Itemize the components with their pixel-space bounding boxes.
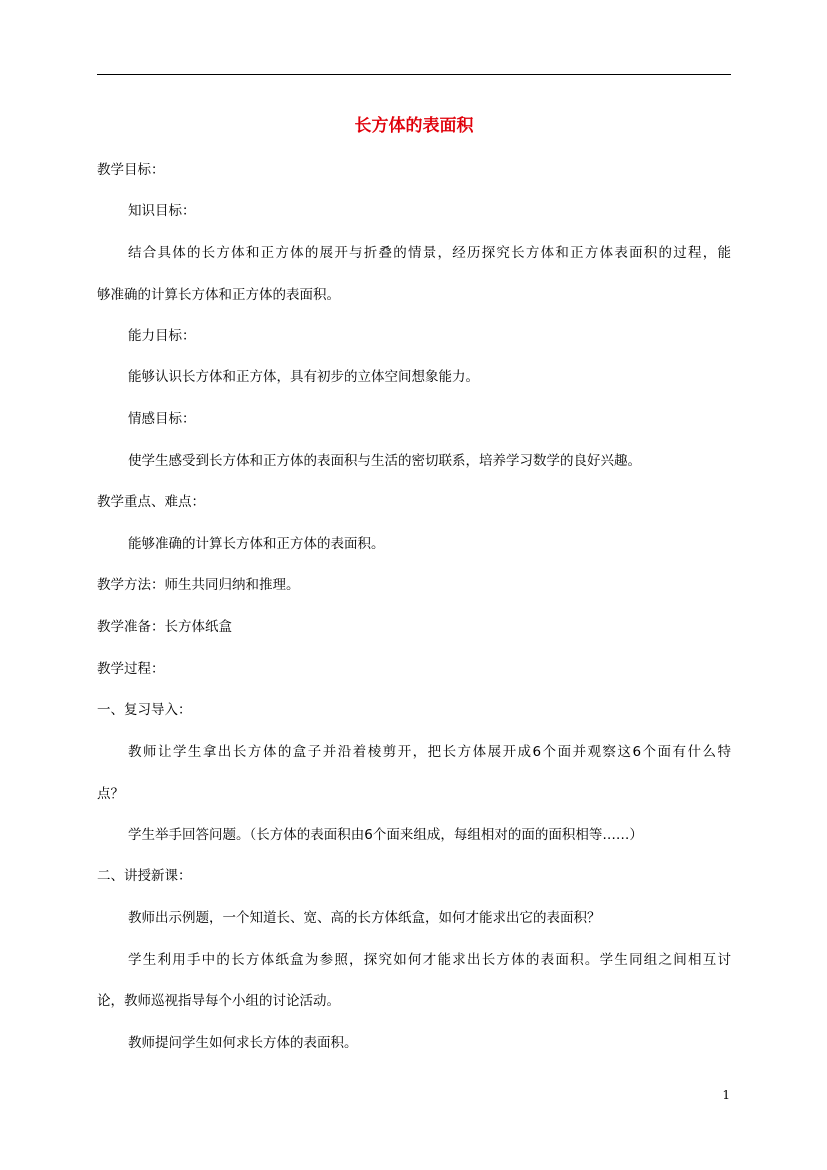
document-title: 长方体的表面积 — [354, 116, 474, 136]
section-heading-new-lesson: 二、讲授新课： — [97, 868, 192, 884]
section-heading-key-points: 教学重点、难点： — [97, 494, 205, 510]
subheading-knowledge: 知识目标： — [128, 203, 196, 219]
paragraph-line: 教师提问学生如何求长方体的表面积。 — [128, 1035, 358, 1051]
page-number: 1 — [722, 1088, 730, 1102]
paragraph-line: 论，教师巡视指导每个小组的讨论活动。 — [97, 993, 340, 1009]
paragraph-line: 使学生感受到长方体和正方体的表面积与生活的密切联系，培养学习数学的良好兴趣。 — [128, 453, 641, 469]
paragraph-line: 学生举手回答问题。（长方体的表面积由6个面来组成，每组相对的面的面积相等……） — [128, 827, 643, 843]
paragraph-line: 教师出示例题，一个知道长、宽、高的长方体纸盒，如何才能求出它的表面积？ — [128, 910, 601, 926]
section-heading-review: 一、复习导入： — [97, 702, 192, 718]
paragraph-line: 点？ — [97, 786, 124, 802]
section-heading-process: 教学过程： — [97, 661, 165, 677]
paragraph-line: 教师让学生拿出长方体的盒子并沿着棱剪开，把长方体展开成6个面并观察这6个面有什么特 — [128, 744, 731, 760]
paragraph-line: 结合具体的长方体和正方体的展开与折叠的情景，经历探究长方体和正方体表面积的过程，能 — [128, 245, 731, 261]
section-heading-preparation: 教学准备：长方体纸盒 — [97, 619, 232, 635]
section-heading-method: 教学方法：师生共同归纳和推理。 — [97, 577, 300, 593]
header-rule — [97, 74, 731, 75]
section-heading-objectives: 教学目标： — [97, 162, 165, 178]
paragraph-line: 够准确的计算长方体和正方体的表面积。 — [97, 287, 340, 303]
subheading-emotion: 情感目标： — [128, 411, 196, 427]
paragraph-line: 能够认识长方体和正方体，具有初步的立体空间想象能力。 — [128, 369, 479, 385]
subheading-ability: 能力目标： — [128, 328, 196, 344]
paragraph-line: 能够准确的计算长方体和正方体的表面积。 — [128, 536, 385, 552]
paragraph-line: 学生利用手中的长方体纸盒为参照，探究如何才能求出长方体的表面积。学生同组之间相互讨 — [128, 952, 731, 968]
